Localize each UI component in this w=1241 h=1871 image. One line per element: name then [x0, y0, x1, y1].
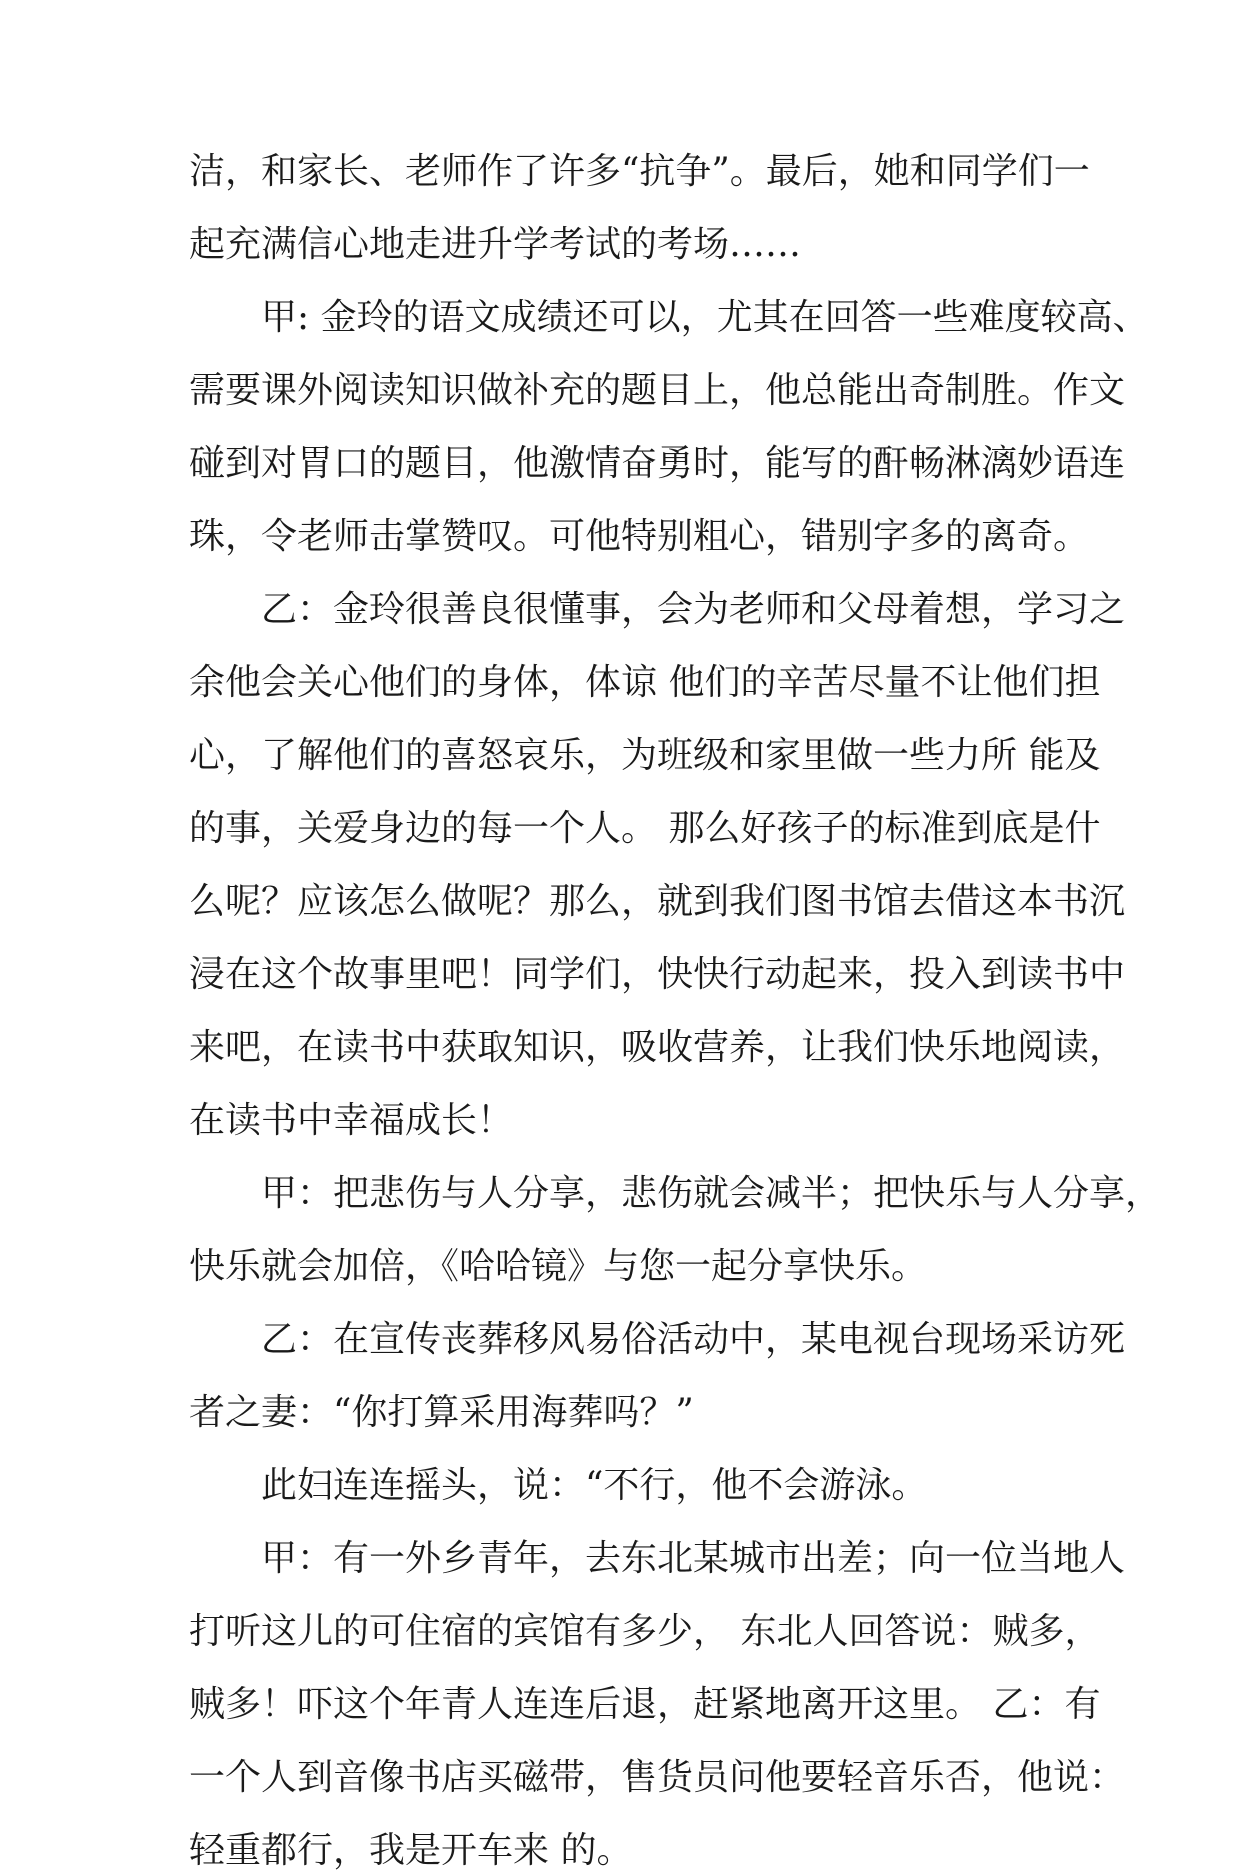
text-line: 轻重都行，我是开车来 的。 [189, 1830, 633, 1871]
text-line: 打听这儿的可住宿的宾馆有多少， 东北人回答说：贼多， [189, 1611, 1101, 1652]
text-line: 的事，关爱身边的每一个人。 那么好孩子的标准到底是什 [189, 808, 1101, 849]
text-line: 甲：把悲伤与人分享，悲伤就会减半；把快乐与人分享， [261, 1173, 1162, 1214]
text-line: 起充满信心地走进升学考试的考场…… [189, 224, 802, 265]
text-line: 快乐就会加倍，《哈哈镜》与您一起分享快乐。 [189, 1246, 928, 1287]
text-line: 心，了解他们的喜怒哀乐，为班级和家里做一些力所 能及 [189, 735, 1101, 776]
text-line: 乙：在宣传丧葬移风易俗活动中，某电视台现场采访死 [261, 1319, 1126, 1360]
text-line: 珠，令老师击掌赞叹。可他特别粗心，错别字多的离奇。 [189, 516, 1090, 557]
text-line: 乙：金玲很善良很懂事，会为老师和父母着想，学习之 [261, 589, 1126, 630]
text-line: 需要课外阅读知识做补充的题目上，他总能出奇制胜。作文 [189, 370, 1126, 411]
text-line: 来吧，在读书中获取知识，吸收营养，让我们快乐地阅读， [189, 1027, 1126, 1068]
text-line: 一个人到音像书店买磁带，售货员问他要轻音乐否，他说： [189, 1757, 1126, 1798]
text-line: 浸在这个故事里吧！同学们，快快行动起来，投入到读书中 [189, 954, 1126, 995]
body-text [189, 151, 1162, 1871]
text-line: 贼多！吓这个年青人连连后退，赶紧地离开这里。 乙：有 [189, 1684, 1101, 1725]
text-line: 此妇连连摇头，说：“不行，他不会游泳。 [261, 1465, 928, 1506]
text-line: 洁，和家长、老师作了许多“抗争”。最后，她和同学们一 [189, 151, 1090, 192]
text-line: 者之妻：“你打算采用海葬吗？” [189, 1392, 694, 1433]
text-line: 在读书中幸福成长！ [189, 1100, 514, 1141]
text-line: 甲：有一外乡青年，去东北某城市出差；向一位当地人 [261, 1538, 1126, 1579]
text-line: 余他会关心他们的身体，体谅 他们的辛苦尽量不让他们担 [189, 662, 1101, 703]
text-line: 甲: 金玲的语文成绩还可以，尤其在回答一些难度较高、 [261, 297, 1149, 338]
text-line: 碰到对胃口的题目，他激情奋勇时，能写的酐畅淋漓妙语连 [189, 443, 1126, 484]
text-line: 么呢？应该怎么做呢？那么，就到我们图书馆去借这本书沉 [189, 881, 1126, 922]
